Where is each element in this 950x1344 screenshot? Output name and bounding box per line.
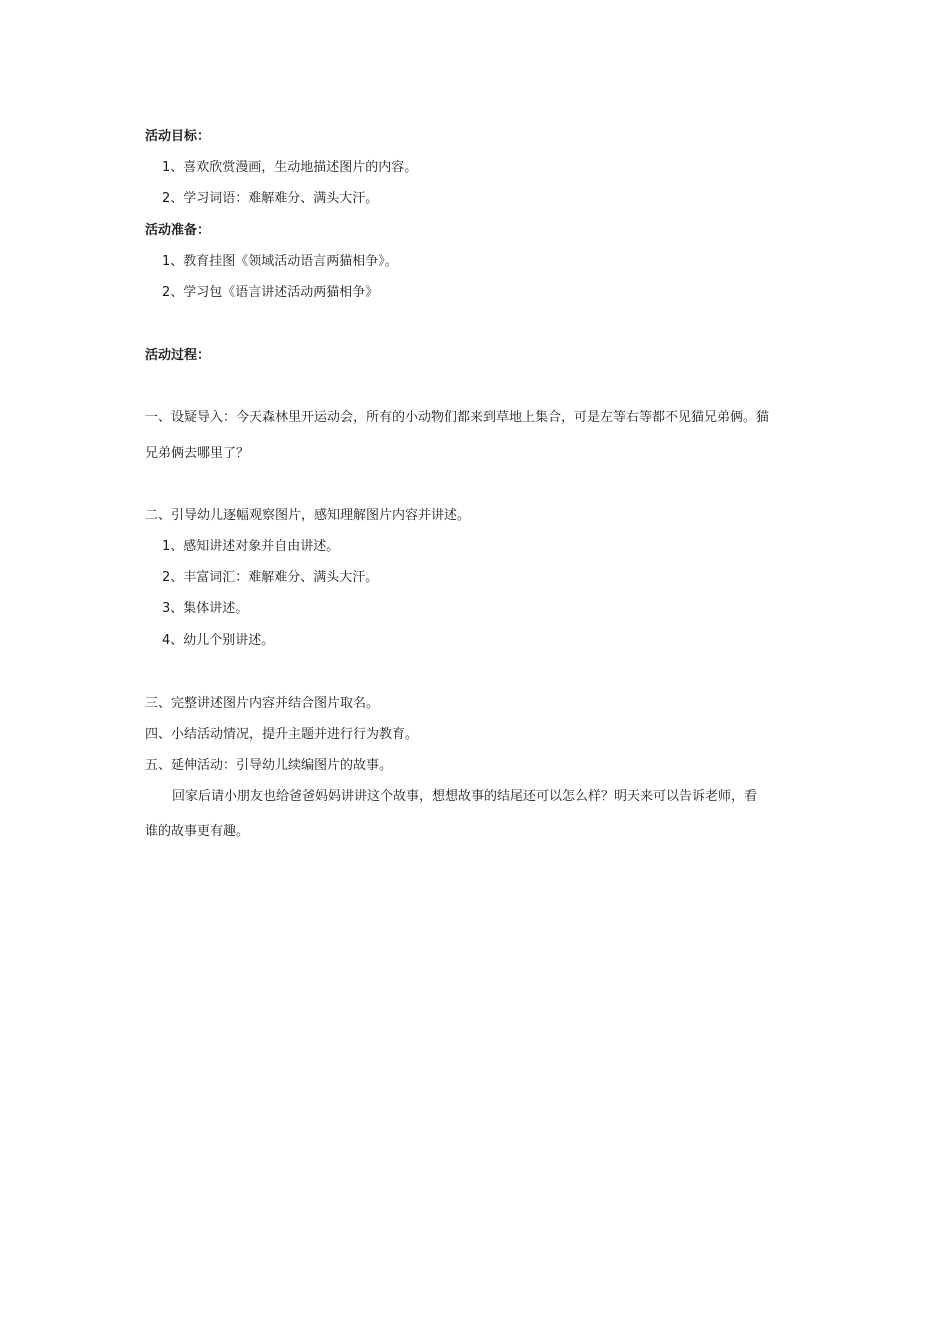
prep-item-1 — [162, 254, 398, 270]
step2-item-1-text: 、感知讲述对象并自由讲述。 — [170, 539, 340, 554]
goal-item-2 — [162, 191, 378, 207]
step3-text: 三、完整讲述图片内容并结合图片取名。 — [145, 696, 380, 711]
step2-item-1-number: 1 — [162, 539, 171, 554]
goal-item-1-text: 、喜欢欣赏漫画，生动地描述图片的内容。 — [170, 160, 418, 175]
closing-line2: 谁的故事更有趣。 — [145, 824, 250, 839]
prep-item-1-number: 1 — [162, 254, 171, 269]
step2-item-4-text: 、幼儿个别讲述。 — [170, 633, 275, 648]
step1-line1: 一、设疑导入：今天森林里开运动会，所有的小动物们都来到草地上集合，可是左等右等都不见猫兄弟俩。猫 — [145, 410, 770, 425]
goal-item-2-number: 2 — [162, 191, 171, 206]
prep-item-1-text: 、教育挂图《领域活动语言两猫相争》。 — [170, 254, 398, 269]
step2-item-3-number: 3 — [162, 601, 171, 616]
process-heading: 活动过程： — [145, 348, 211, 363]
prep-item-2-text: 、学习包《语言讲述活动两猫相争》 — [170, 285, 379, 300]
prep-heading: 活动准备： — [145, 223, 211, 238]
step2-item-1 — [162, 539, 339, 555]
goal-item-1-number: 1 — [162, 160, 171, 175]
step4-text: 四、小结活动情况，提升主题并进行行为教育。 — [145, 727, 419, 742]
step2-item-2 — [162, 570, 378, 586]
step2-item-4-number: 4 — [162, 633, 171, 648]
prep-item-2-number: 2 — [162, 285, 171, 300]
step2-item-4 — [162, 633, 274, 649]
step2-item-2-number: 2 — [162, 570, 171, 585]
closing-line1: 回家后请小朋友也给爸爸妈妈讲讲这个故事，想想故事的结尾还可以怎么样？明天来可以告诉老师，看 — [172, 789, 758, 804]
prep-item-2 — [162, 285, 378, 301]
step2-item-3-text: 、集体讲述。 — [170, 601, 249, 616]
goal-item-2-text: 、学习词语：难解难分、满头大汗。 — [170, 191, 379, 206]
step2-text: 二、引导幼儿逐幅观察图片，感知理解图片内容并讲述。 — [145, 508, 471, 523]
goal-item-1 — [162, 160, 417, 176]
goals-heading: 活动目标： — [145, 129, 211, 144]
step2-item-3 — [162, 601, 248, 617]
step5-text: 五、延伸活动：引导幼儿续编图片的故事。 — [145, 758, 393, 773]
step1-line2: 兄弟俩去哪里了？ — [145, 446, 250, 461]
step2-item-2-text: 、丰富词汇：难解难分、满头大汗。 — [170, 570, 379, 585]
